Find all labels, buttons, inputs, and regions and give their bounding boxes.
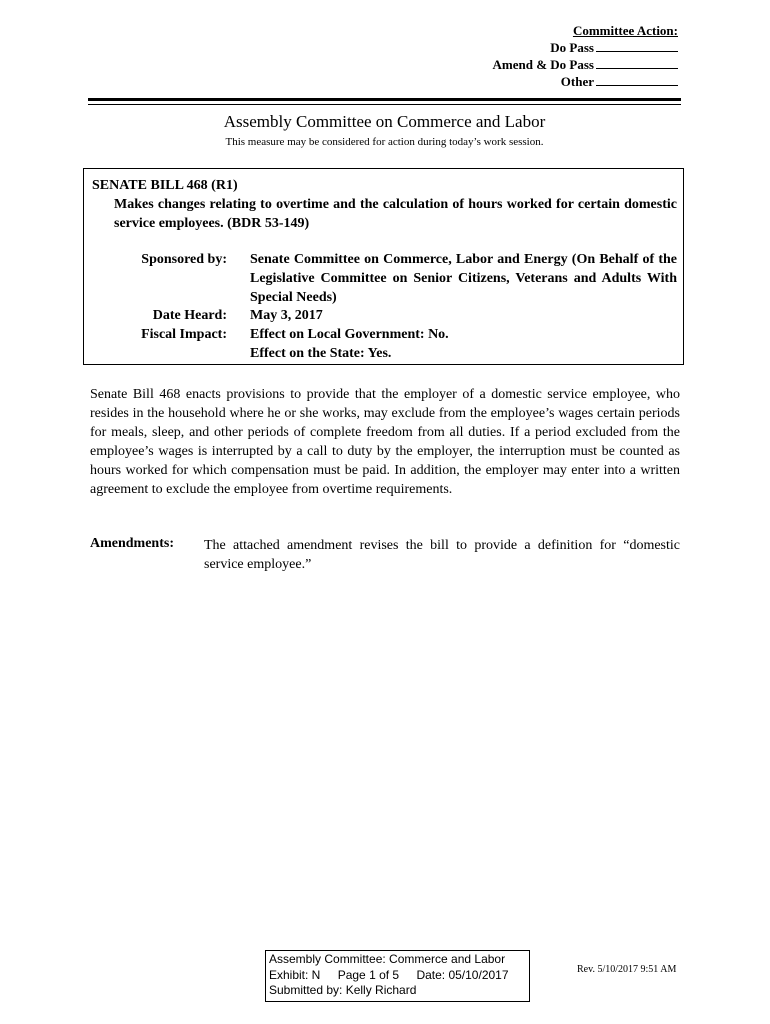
blank-line	[596, 40, 678, 52]
fiscal-impact-local: Effect on Local Government: No.	[250, 327, 449, 342]
page-title: Assembly Committee on Commerce and Labor	[223, 112, 546, 131]
page-subtitle: This measure may be considered for action during today’s work session.	[225, 136, 544, 148]
option-amend-do-pass: Amend & Do Pass	[493, 56, 678, 73]
amendments-label: Amendments:	[90, 536, 174, 551]
header-divider-thin	[88, 104, 681, 105]
bill-description: Makes changes relating to overtime and the calculation of hours worked for certain domestic service employees. (BDR 53-149)	[114, 197, 677, 231]
blank-line	[596, 74, 678, 86]
exhibit-details	[269, 968, 526, 984]
exhibit-date: Date: 05/10/2017	[416, 967, 509, 982]
revision-stamp: Rev. 5/10/2017 9:51 AM	[577, 964, 677, 975]
bill-number: SENATE BILL 468 (R1)	[92, 178, 238, 193]
fiscal-impact-label: Fiscal Impact:	[141, 327, 227, 342]
option-do-pass: Do Pass	[493, 39, 678, 56]
sponsored-label: Sponsored by:	[141, 252, 227, 267]
exhibit-page: Page 1 of 5	[337, 967, 400, 982]
header-divider-thick	[88, 98, 681, 101]
exhibit-stamp	[265, 950, 530, 1002]
date-heard-label: Date Heard:	[152, 308, 227, 323]
date-heard-value: May 3, 2017	[250, 308, 323, 323]
bill-summary-paragraph: Senate Bill 468 enacts provisions to provide that the employer of a domestic service employee, who resides in the household where he or she works, may exclude from the employee’s wages certain periods for meals, sleep, and other periods of complete freedom from all duties. If a period excluded from the employee’s wages is interrupted by a call to duty by the employer, the interruption must be counted as hours worked for which compensation must be paid. In addition, the employer may enter into a written agreement to exclude the employee from overtime requirements.	[90, 387, 680, 497]
committee-action-heading: Committee Action:	[572, 23, 678, 38]
committee-action-block	[493, 22, 678, 90]
amendments-text: The attached amendment revises the bill to provide a definition for “domestic service employee.”	[204, 538, 680, 572]
exhibit-committee: Assembly Committee: Commerce and Labor	[269, 952, 506, 966]
exhibit-submitted-by: Submitted by: Kelly Richard	[269, 983, 417, 997]
option-other: Other	[493, 73, 678, 90]
sponsored-value: Senate Committee on Commerce, Labor and Energy (On Behalf of the Legislative Committee on Senior Citizens, Veterans and Adults With Special Needs)	[250, 252, 677, 305]
bill-summary-box	[83, 168, 684, 365]
blank-line	[596, 57, 678, 69]
exhibit-id: Exhibit: N	[269, 967, 321, 982]
fiscal-impact-state: Effect on the State: Yes.	[250, 346, 392, 361]
